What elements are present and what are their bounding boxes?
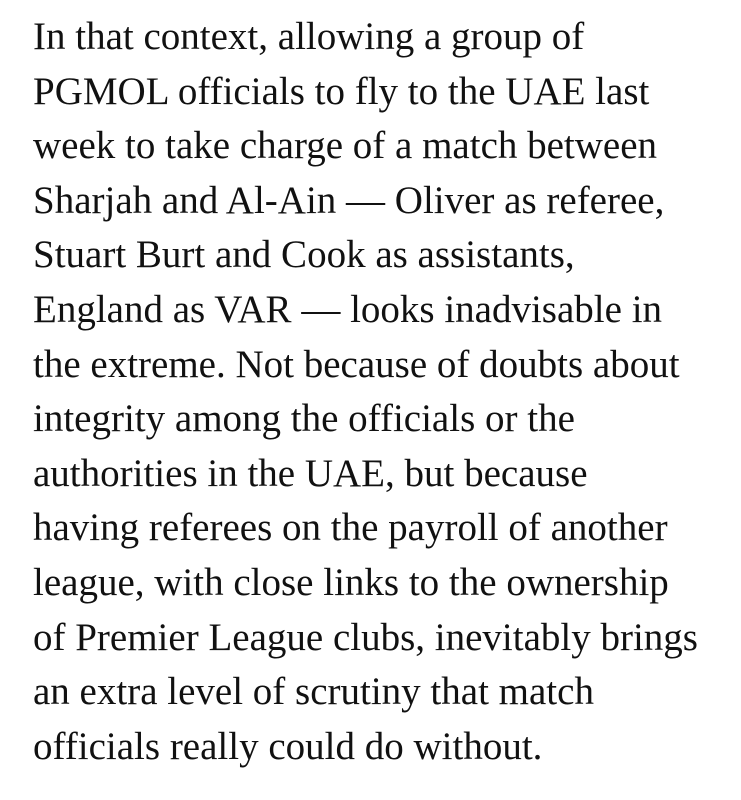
article-paragraph <box>33 10 723 774</box>
paragraph-line-9: authorities in the UAE, but because <box>33 451 588 495</box>
paragraph-line-12: of Premier League clubs, inevitably brings <box>33 615 698 659</box>
paragraph-line-8: integrity among the officials or the <box>33 397 575 441</box>
paragraph-line-5: Stuart Burt and Cook as assistants, <box>33 233 575 277</box>
paragraph-line-6: England as VAR — looks inadvisable in <box>33 287 663 331</box>
paragraph-line-11: league, with close links to the ownership <box>33 560 669 604</box>
paragraph-line-4: Sharjah and Al-Ain — Oliver as referee, <box>33 178 665 222</box>
paragraph-line-14: officials really could do without. <box>33 724 543 768</box>
paragraph-line-13: an extra level of scrutiny that match <box>33 670 594 714</box>
paragraph-line-2: PGMOL officials to fly to the UAE last <box>33 69 650 113</box>
paragraph-line-7: the extreme. Not because of doubts about <box>33 342 680 386</box>
paragraph-line-10: having referees on the payroll of another <box>33 506 668 550</box>
paragraph-line-1: In that context, allowing a group of <box>33 15 585 58</box>
paragraph-line-3: week to take charge of a match between <box>33 124 658 168</box>
